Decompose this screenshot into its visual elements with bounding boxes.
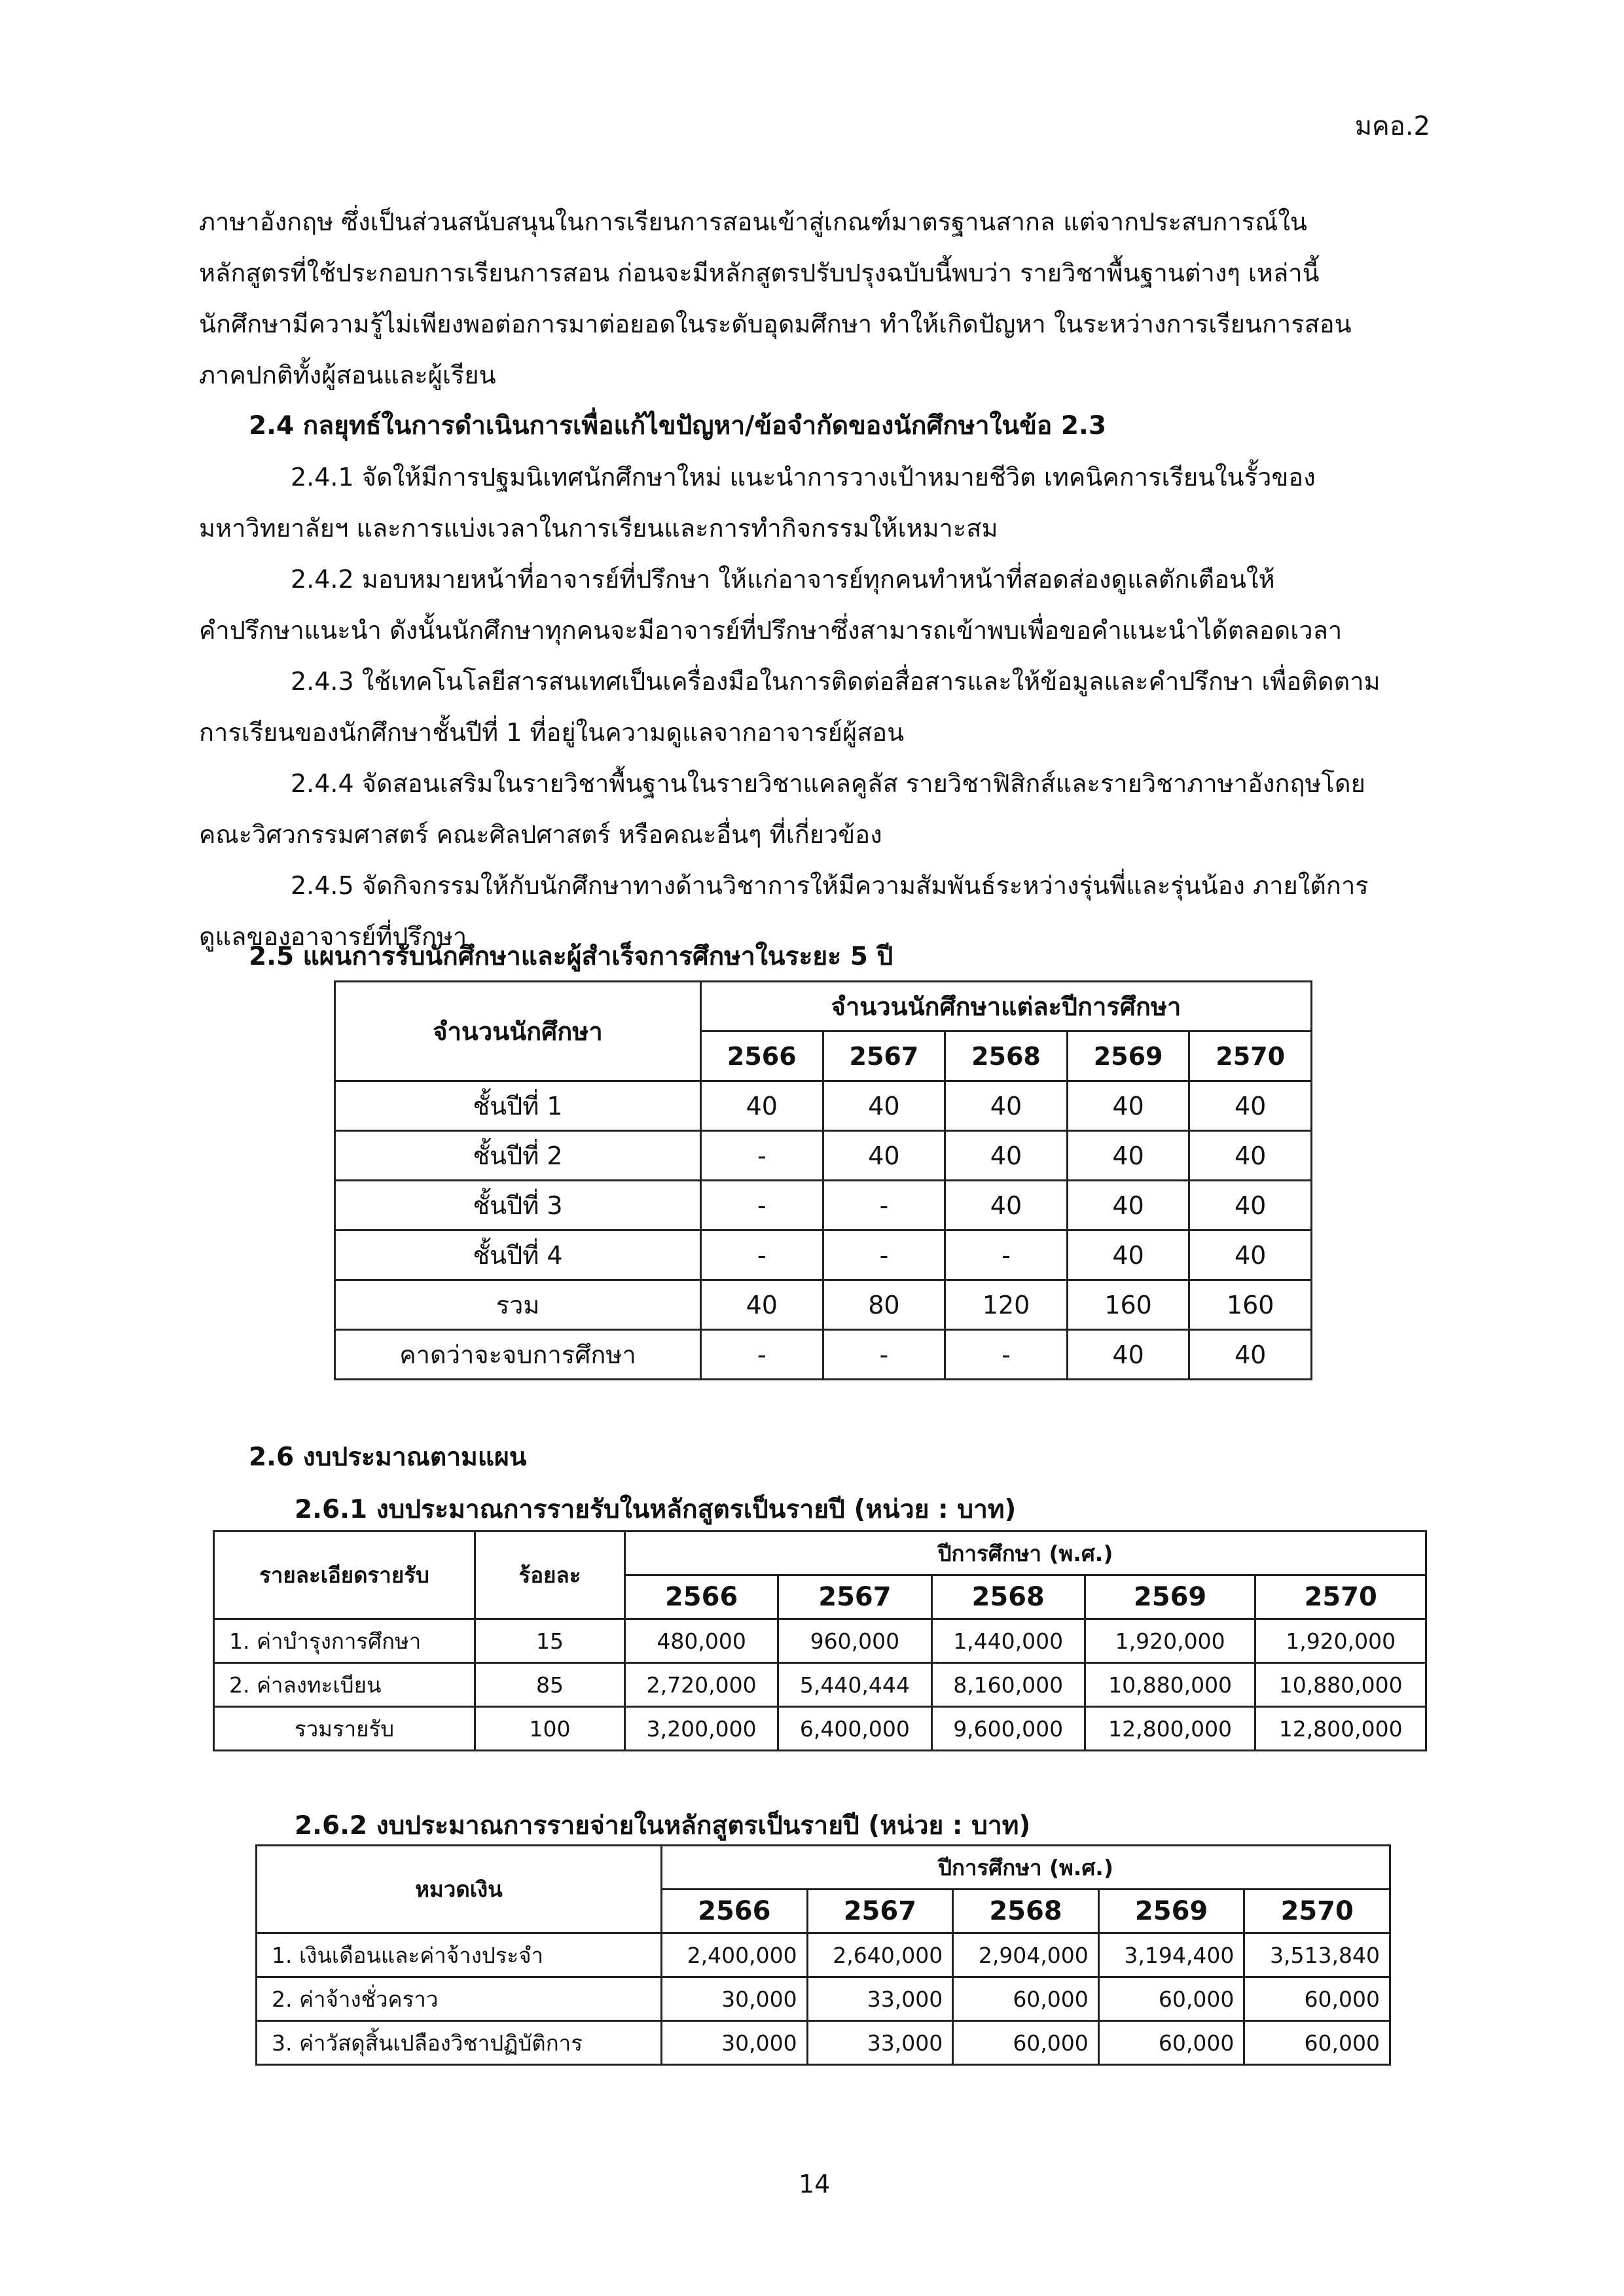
row-label: 2. ค่าลงทะเบียน: [214, 1663, 475, 1707]
strategy-2-4-4-cont: คณะวิศวกรรมศาสตร์ คณะศิลปศาสตร์ หรือคณะอื่นๆ ที่เกี่ยวข้อง: [199, 820, 882, 849]
cell: 40: [823, 1081, 945, 1131]
year-header: 2568: [953, 1890, 1099, 1933]
cell: 3,200,000: [625, 1707, 778, 1751]
cell: -: [945, 1330, 1068, 1380]
cell: 2,904,000: [953, 1933, 1099, 1977]
row-label: ชั้นปีที่ 4: [335, 1230, 701, 1280]
cell: 40: [945, 1181, 1068, 1230]
row-label: คาดว่าจะจบการศึกษา: [335, 1330, 701, 1380]
cell: 40: [1067, 1181, 1189, 1230]
cell: 60,000: [1244, 1977, 1390, 2021]
cell: 2,640,000: [807, 1933, 953, 1977]
cell: 160: [1189, 1280, 1312, 1330]
cell: 40: [1189, 1181, 1312, 1230]
table-row: [214, 1663, 1426, 1707]
cell: 40: [945, 1081, 1068, 1131]
row-label: 1. ค่าบำรุงการศึกษา: [214, 1619, 475, 1663]
row-label: ชั้นปีที่ 1: [335, 1081, 701, 1131]
cell: 8,160,000: [931, 1663, 1085, 1707]
cell: 3,513,840: [1244, 1933, 1390, 1977]
row-label: รวมรายรับ: [214, 1707, 475, 1751]
cell: 60,000: [953, 1977, 1099, 2021]
cell: 40: [1067, 1230, 1189, 1280]
table-row: [257, 1977, 1390, 2021]
cell: 1,920,000: [1085, 1619, 1255, 1663]
col-header-group: ปีการศึกษา (พ.ศ.): [662, 1846, 1390, 1890]
year-header: 2569: [1085, 1575, 1255, 1619]
section-2-5-title: 2.5 แผนการรับนักศึกษาและผู้สำเร็จการศึกษาในระยะ 5 ปี: [249, 942, 893, 971]
intro-line: ภาคปกติทั้งผู้สอนและผู้เรียน: [199, 361, 496, 389]
expense-budget-table: [255, 1844, 1391, 2066]
cell: 60,000: [1098, 1977, 1244, 2021]
strategy-2-4-2: 2.4.2 มอบหมายหน้าที่อาจารย์ที่ปรึกษา ให้แก่อาจารย์ทุกคนทำหน้าที่สอดส่องดูแลตักเตือนให้: [291, 565, 1275, 594]
year-header: 2568: [945, 1031, 1068, 1081]
table-row: [335, 1081, 1312, 1131]
year-header: 2570: [1255, 1575, 1426, 1619]
strategy-2-4-2-cont: คำปรึกษาแนะนำ ดังนั้นนักศึกษาทุกคนจะมีอาจารย์ที่ปรึกษาซึ่งสามารถเข้าพบเพื่อขอคำแนะนำได้ตลอดเวลา: [199, 616, 1343, 645]
col-header-group: ปีการศึกษา (พ.ศ.): [625, 1532, 1426, 1575]
intro-line: หลักสูตรที่ใช้ประกอบการเรียนการสอน ก่อนจะมีหลักสูตรปรับปรุงฉบับนี้พบว่า รายวิชาพื้นฐานต่างๆ เหล่านี้: [199, 259, 1320, 287]
cell: 40: [701, 1081, 823, 1131]
cell: 40: [1189, 1230, 1312, 1280]
year-header: 2570: [1244, 1890, 1390, 1933]
cell: 2,720,000: [625, 1663, 778, 1707]
cell: 12,800,000: [1085, 1707, 1255, 1751]
cell: 40: [823, 1131, 945, 1181]
cell: 10,880,000: [1255, 1663, 1426, 1707]
cell: 30,000: [662, 2021, 808, 2065]
income-budget-table: [213, 1530, 1427, 1751]
cell: 9,600,000: [931, 1707, 1085, 1751]
cell: 1,440,000: [931, 1619, 1085, 1663]
cell: -: [823, 1181, 945, 1230]
strategy-2-4-1: 2.4.1 จัดให้มีการปฐมนิเทศนักศึกษาใหม่ แนะนำการวางเป้าหมายชีวิต เทคนิคการเรียนในรั้วของ: [291, 463, 1316, 492]
section-2-4-title: 2.4 กลยุทธ์ในการดำเนินการเพื่อแก้ไขปัญหา/ข้อจำกัดของนักศึกษาในข้อ 2.3: [249, 411, 1106, 440]
cell: -: [823, 1330, 945, 1380]
cell: 60,000: [953, 2021, 1099, 2065]
table-row: [335, 1230, 1312, 1280]
cell: -: [823, 1230, 945, 1280]
year-header: 2567: [778, 1575, 931, 1619]
page-number: 14: [799, 2170, 831, 2198]
strategy-list: [199, 452, 1443, 962]
table-row: [335, 1181, 1312, 1230]
cell: 160: [1067, 1280, 1189, 1330]
cell: 480,000: [625, 1619, 778, 1663]
year-header: 2570: [1189, 1031, 1312, 1081]
year-header: 2568: [931, 1575, 1085, 1619]
table-row: [257, 2021, 1390, 2065]
cell: 80: [823, 1280, 945, 1330]
cell: -: [701, 1330, 823, 1380]
year-header: 2566: [662, 1890, 808, 1933]
row-label: 3. ค่าวัสดุสิ้นเปลืองวิชาปฏิบัติการ: [257, 2021, 662, 2065]
strategy-2-4-3: 2.4.3 ใช้เทคโนโลยีสารสนเทศเป็นเครื่องมือในการติดต่อสื่อสารและให้ข้อมูลและคำปรึกษา เพื่อติดตาม: [291, 667, 1380, 696]
cell: 960,000: [778, 1619, 931, 1663]
section-2-6-title: 2.6 งบประมาณตามแผน: [249, 1443, 527, 1472]
cell: -: [701, 1230, 823, 1280]
cell: 1,920,000: [1255, 1619, 1426, 1663]
cell-percent: 85: [475, 1663, 625, 1707]
row-label: ชั้นปีที่ 3: [335, 1181, 701, 1230]
cell: -: [701, 1131, 823, 1181]
cell: 40: [1189, 1330, 1312, 1380]
year-header: 2566: [625, 1575, 778, 1619]
cell: 2,400,000: [662, 1933, 808, 1977]
cell: -: [945, 1230, 1068, 1280]
year-header: 2567: [807, 1890, 953, 1933]
cell: 40: [1067, 1131, 1189, 1181]
cell: 33,000: [807, 1977, 953, 2021]
student-plan-table: [334, 980, 1312, 1380]
cell: 60,000: [1098, 2021, 1244, 2065]
cell: 40: [1067, 1081, 1189, 1131]
cell: 10,880,000: [1085, 1663, 1255, 1707]
col-header-students: จำนวนนักศึกษา: [335, 982, 701, 1081]
cell: 40: [1189, 1081, 1312, 1131]
intro-line: ภาษาอังกฤษ ซึ่งเป็นส่วนสนับสนุนในการเรียนการสอนเข้าสู่เกณฑ์มาตรฐานสากล แต่จากประสบการณ์ใน: [199, 207, 1307, 236]
year-header: 2566: [701, 1031, 823, 1081]
table-row: [214, 1619, 1426, 1663]
table-row: [335, 1280, 1312, 1330]
cell: 30,000: [662, 1977, 808, 2021]
cell: 120: [945, 1280, 1068, 1330]
strategy-2-4-5: 2.4.5 จัดกิจกรรมให้กับนักศึกษาทางด้านวิชาการให้มีความสัมพันธ์ระหว่างรุ่นพี่และรุ่นน้อง ภายใต้การ: [291, 871, 1369, 900]
row-label: รวม: [335, 1280, 701, 1330]
cell: 5,440,444: [778, 1663, 931, 1707]
cell: 12,800,000: [1255, 1707, 1426, 1751]
cell: 33,000: [807, 2021, 953, 2065]
year-header: 2569: [1098, 1890, 1244, 1933]
cell: 6,400,000: [778, 1707, 931, 1751]
document-code: มคอ.2: [1354, 111, 1430, 141]
section-2-6-1-title: 2.6.1 งบประมาณการรายรับในหลักสูตรเป็นรายปี (หน่วย : บาท): [295, 1495, 1017, 1524]
table-row: [335, 1131, 1312, 1181]
cell: 60,000: [1244, 2021, 1390, 2065]
col-header-percent: ร้อยละ: [475, 1532, 625, 1619]
table-row: [335, 1330, 1312, 1380]
col-header-income-detail: รายละเอียดรายรับ: [214, 1532, 475, 1619]
row-label: 2. ค่าจ้างชั่วคราว: [257, 1977, 662, 2021]
cell: -: [701, 1181, 823, 1230]
cell: 40: [1189, 1131, 1312, 1181]
row-label: 1. เงินเดือนและค่าจ้างประจำ: [257, 1933, 662, 1977]
cell: 40: [1067, 1330, 1189, 1380]
year-header: 2569: [1067, 1031, 1189, 1081]
strategy-2-4-4: 2.4.4 จัดสอนเสริมในรายวิชาพื้นฐานในรายวิชาแคลคูลัส รายวิชาฟิสิกส์และรายวิชาภาษาอังกฤษโดย: [291, 769, 1365, 798]
section-2-6-2-title: 2.6.2 งบประมาณการรายจ่ายในหลักสูตรเป็นรายปี (หน่วย : บาท): [295, 1811, 1031, 1840]
table-row: [214, 1707, 1426, 1751]
table-row: [257, 1933, 1390, 1977]
cell: 40: [945, 1131, 1068, 1181]
cell-percent: 100: [475, 1707, 625, 1751]
cell: 3,194,400: [1098, 1933, 1244, 1977]
col-header-category: หมวดเงิน: [257, 1846, 662, 1933]
intro-paragraph: [199, 196, 1443, 401]
strategy-2-4-5-cont: ดูแลของอาจารย์ที่ปรึกษา: [199, 922, 467, 951]
year-header: 2567: [823, 1031, 945, 1081]
strategy-2-4-3-cont: การเรียนของนักศึกษาชั้นปีที่ 1 ที่อยู่ในความดูแลจากอาจารย์ผู้สอน: [199, 718, 905, 747]
cell: 40: [701, 1280, 823, 1330]
cell-percent: 15: [475, 1619, 625, 1663]
strategy-2-4-1-cont: มหาวิทยาลัยฯ และการแบ่งเวลาในการเรียนและการทำกิจกรรมให้เหมาะสม: [199, 514, 998, 543]
col-header-group: จำนวนนักศึกษาแต่ละปีการศึกษา: [701, 982, 1312, 1031]
intro-line: นักศึกษามีความรู้ไม่เพียงพอต่อการมาต่อยอดในระดับอุดมศึกษา ทำให้เกิดปัญหา ในระหว่างการเรียนการสอน: [199, 310, 1352, 338]
row-label: ชั้นปีที่ 2: [335, 1131, 701, 1181]
